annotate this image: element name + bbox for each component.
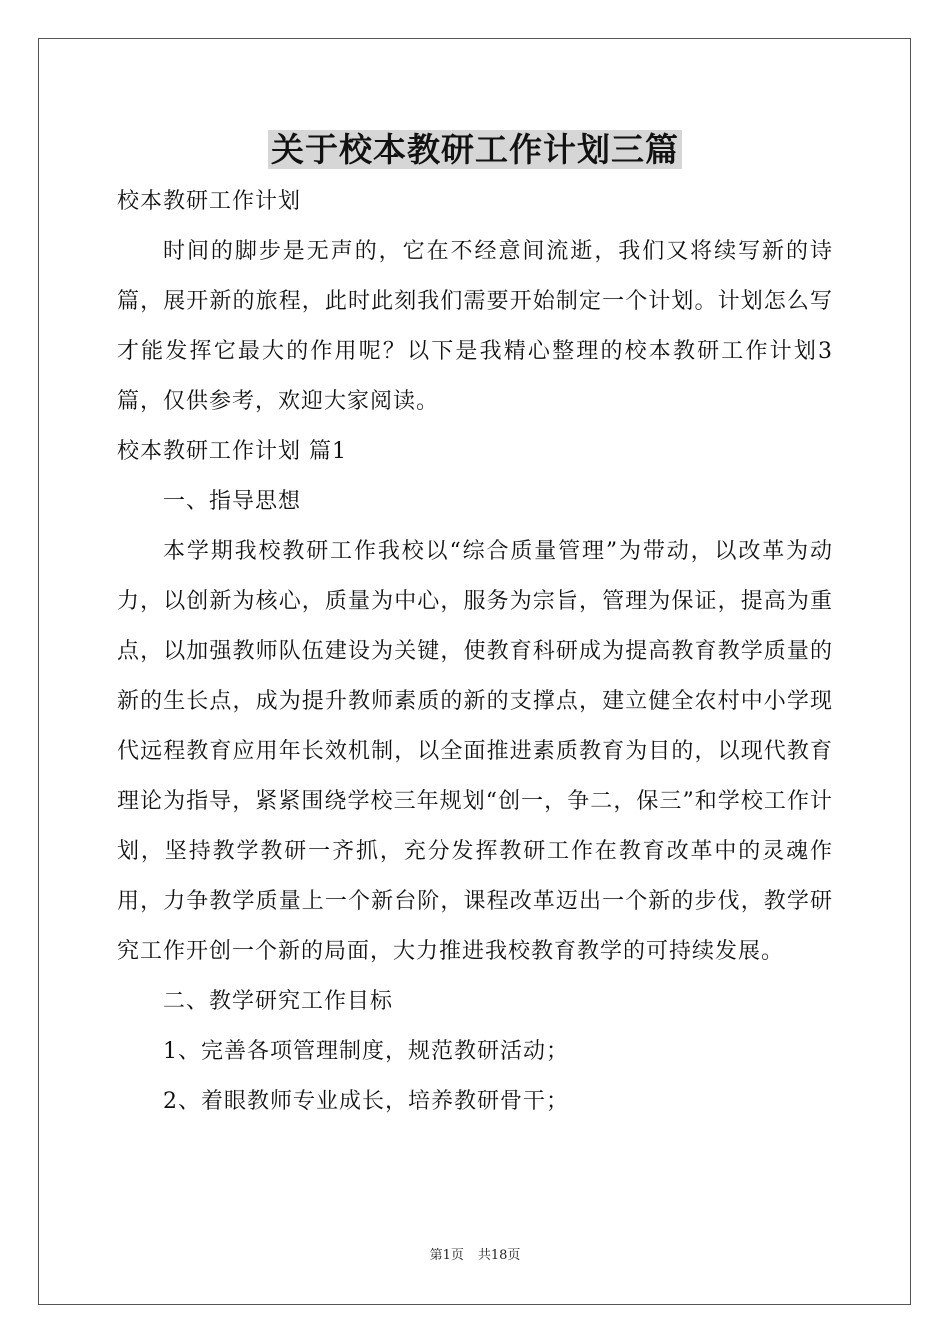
document-body <box>117 177 833 1127</box>
section-heading: 校本教研工作计划 <box>117 189 302 214</box>
list-item: 1、完善各项管理制度，规范教研活动； <box>163 1039 569 1064</box>
list-item: 2、着眼教师专业成长，培养教研骨干； <box>163 1089 569 1114</box>
page-number: 第1页 <box>429 1248 464 1263</box>
section-heading: 校本教研工作计划 篇1 <box>117 439 347 464</box>
subsection-heading: 一、指导思想 <box>163 489 302 514</box>
document-title-text: 关于校本教研工作计划三篇 <box>268 130 682 169</box>
document-title <box>0 122 950 178</box>
subsection-heading: 二、教学研究工作目标 <box>163 989 394 1014</box>
page-footer <box>0 1246 950 1266</box>
page-total: 共18页 <box>477 1248 521 1263</box>
body-paragraph: 本学期我校教研工作我校以“综合质量管理”为带动，以改革为动力，以创新为核心，质量为中心，服务为宗旨，管理为保证，提高为重点，以加强教师队伍建设为关键，使教育科研成为提高教育教学质量的新的生长点，成为提升教师素质的新的支撑点，建立健全农村中小学现代远程教育应用年长效机制，以全面推进素质教育为目的，以现代教育理论为指导，紧紧围绕学校三年规划“创一，争二，保三”和学校工作计划，坚持教学教研一齐抓，充分发挥教研工作在教育改革中的灵魂作用，力争教学质量上一个新台阶，课程改革迈出一个新的步伐，教学研究工作开创一个新的局面，大力推进我校教育教学的可持续发展。 <box>117 539 833 964</box>
intro-paragraph: 时间的脚步是无声的，它在不经意间流逝，我们又将续写新的诗篇，展开新的旅程，此时此刻我们需要开始制定一个计划。计划怎么写才能发挥它最大的作用呢？以下是我精心整理的校本教研工作计划3篇，仅供参考，欢迎大家阅读。 <box>117 239 833 414</box>
